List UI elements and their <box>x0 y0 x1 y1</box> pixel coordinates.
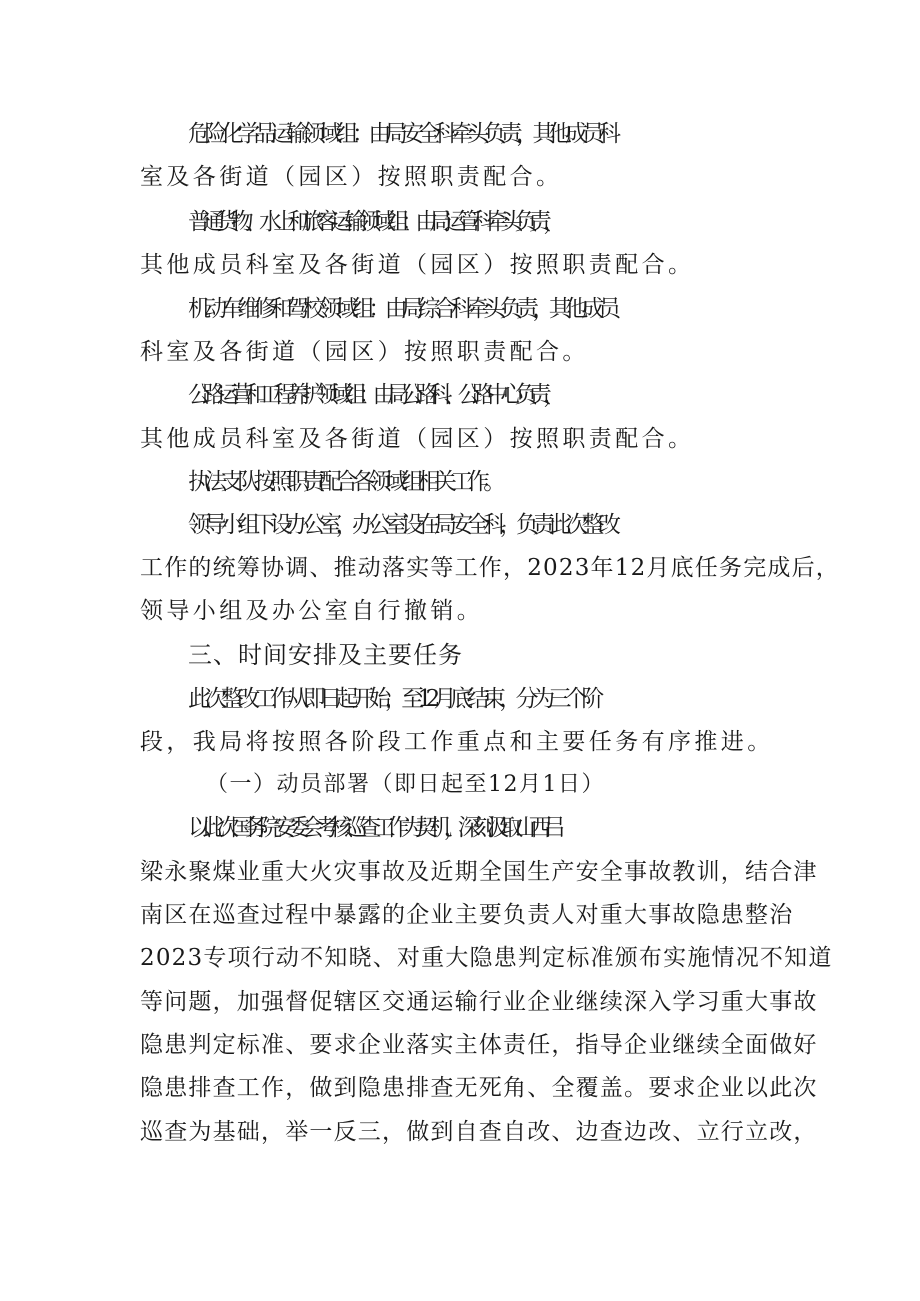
paragraph-highway-group-line-1: 公路运营和工程养护领域组：由局公路科、公路中心负责， <box>188 382 558 408</box>
paragraph-vehicle-group-line-1: 机动车维修和驾校领域组：由局综合科牵头负责，其他成员 <box>188 296 615 322</box>
paragraph-hazmat-group-line-2: 室及各街道（园区）按照职责配合。 <box>140 164 563 190</box>
paragraph-office-line-2: 工作的统筹协调、推动落实等工作，2023年12月底任务完成后， <box>140 555 840 581</box>
subheading-mobilization: （一）动员部署（即日起至12月1日） <box>206 772 605 797</box>
paragraph-mobilization-line-4: 2023专项行动不知晓、对重大隐患判定标准颁布实施情况不知道 <box>140 945 833 971</box>
paragraph-mobilization-line-7: 隐患排查工作，做到隐患排查无死角、全覆盖。要求企业以此次 <box>140 1075 818 1101</box>
paragraph-cargo-group-line-2: 其他成员科室及各街道（园区）按照职责配合。 <box>140 252 695 278</box>
paragraph-mobilization-line-8: 巡查为基础，举一反三，做到自查自改、边查边改、立行立改， <box>140 1119 818 1145</box>
paragraph-hazmat-group-line-1: 危险化学品运输领域组：由局安全科牵头负责，其他成员科 <box>188 121 615 147</box>
paragraph-highway-group-line-2: 其他成员科室及各街道（园区）按照职责配合。 <box>140 426 695 452</box>
paragraph-mobilization-line-6: 隐患判定标准、要求企业落实主体责任，指导企业继续全面做好 <box>140 1032 818 1058</box>
paragraph-mobilization-line-1: 以此次国务院安委会考核巡查工作为契机，深刻汲取山西吕 <box>188 815 558 841</box>
paragraph-mobilization-line-2: 梁永聚煤业重大火灾事故及近期全国生产安全事故教训，结合津 <box>140 859 818 885</box>
section-heading-schedule: 三、时间安排及主要任务 <box>188 641 463 669</box>
paragraph-schedule-line-2: 段，我局将按照各阶段工作重点和主要任务有序推进。 <box>140 729 774 755</box>
paragraph-cargo-group-line-1: 普通货物、水上和旅客运输领域组：由局运管科牵头负责， <box>188 209 558 235</box>
paragraph-mobilization-line-5: 等问题，加强督促辖区交通运输行业企业继续深入学习重大事故 <box>140 989 818 1015</box>
paragraph-office-line-3: 领导小组及办公室自行撤销。 <box>140 598 484 624</box>
paragraph-mobilization-line-3: 南区在巡查过程中暴露的企业主要负责人对重大事故隐患整治 <box>140 902 794 928</box>
paragraph-vehicle-group-line-2: 科室及各街道（园区）按照职责配合。 <box>140 339 589 365</box>
paragraph-enforcement: 执法支队按照职责配合各领域组相关工作。 <box>188 469 500 495</box>
paragraph-schedule-line-1: 此次整改工作从即日起开始，至12月底结束，分为三个阶 <box>188 686 598 712</box>
paragraph-office-line-1: 领导小组下设办公室，办公室设在局安全科，负责此次整改 <box>188 512 615 538</box>
